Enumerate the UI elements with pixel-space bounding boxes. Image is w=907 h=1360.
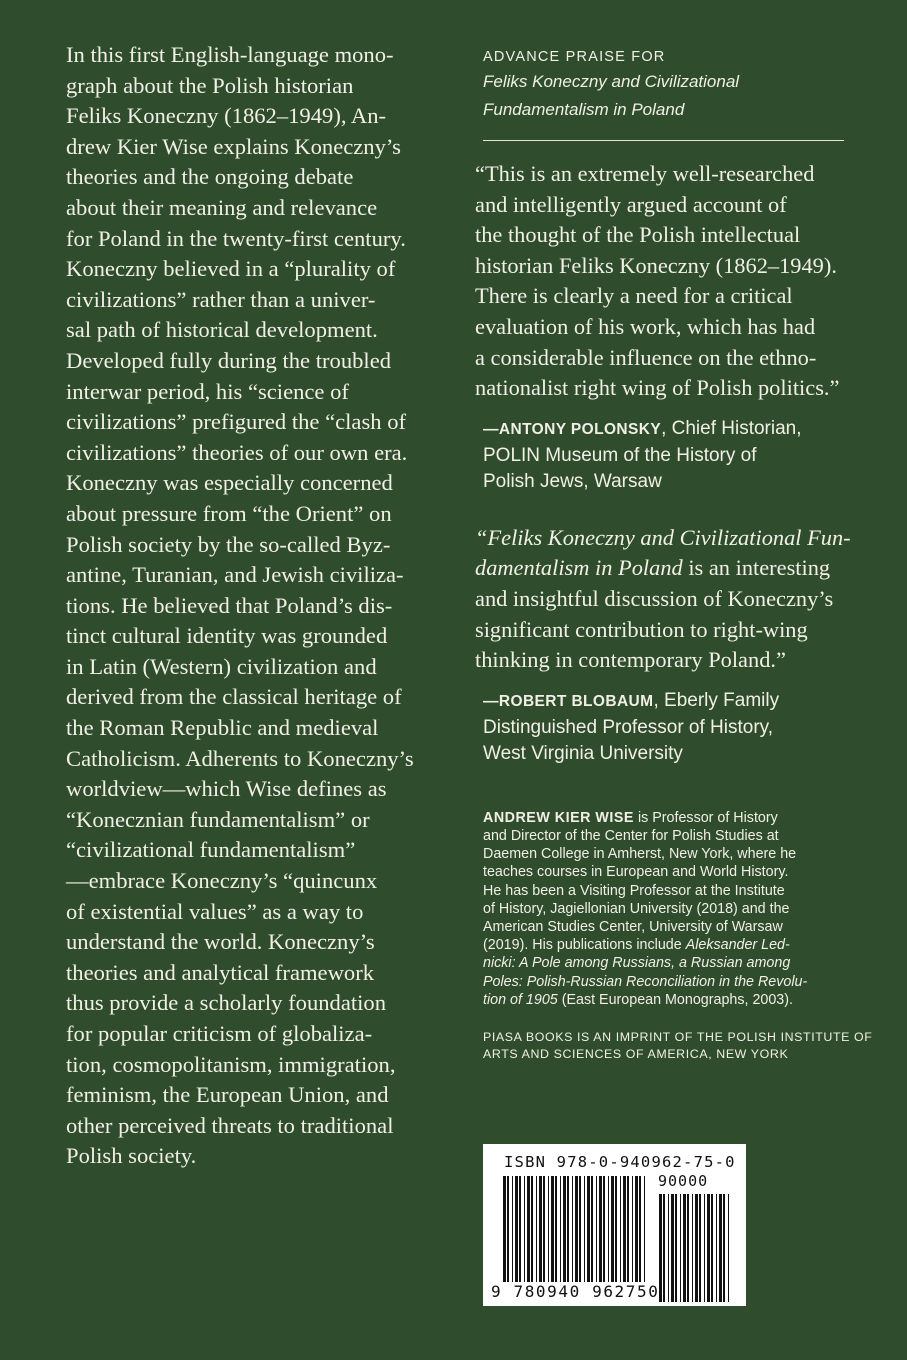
barcode-bar (519, 1176, 521, 1282)
praise-title-line: Fundamentalism in Poland (483, 100, 685, 119)
description-line: about their meaning and relevance (66, 194, 378, 220)
quote-line: the thought of the Polish intellectual (475, 222, 801, 248)
attribution-affiliation: Polish Jews, Warsaw (483, 470, 662, 492)
description-line: drew Kier Wise explains Koneczny’s (66, 133, 401, 159)
attribution-affiliation: Distinguished Professor of History, (483, 716, 774, 738)
description-line: in Latin (Western) civilization and (66, 653, 377, 679)
quote-line: a considerable influence on the ethno- (475, 344, 817, 370)
barcode-bar (515, 1176, 518, 1282)
description-line: for Poland in the twenty-first century. (66, 225, 406, 251)
barcode-bar (608, 1176, 609, 1282)
description-line: “Konecznian fundamentalism” or (66, 806, 370, 832)
barcode-bar (567, 1176, 569, 1282)
barcode-bar (704, 1194, 705, 1302)
barcode-bar (683, 1194, 686, 1302)
barcode-bar (527, 1176, 530, 1282)
description-line: In this first English-language mono- (66, 42, 394, 67)
description-line: Koneczny believed in a “plurality of (66, 256, 396, 282)
attribution-polonsky (483, 416, 883, 495)
barcode-bar (623, 1176, 626, 1282)
bio-line: of History, Jagiellonian University (2018) and the (483, 900, 790, 917)
bio-book-title: nicki: A Pole among Russians, a Russian among (483, 955, 791, 972)
bio-text: is Professor of History (633, 809, 778, 826)
barcode-bar (620, 1176, 621, 1282)
barcode-bar (524, 1176, 525, 1282)
publisher-imprint (483, 1029, 883, 1063)
description-line: tion, cosmopolitanism, immigration, (66, 1051, 396, 1077)
attribution-affiliation: , Chief Historian, (661, 417, 802, 439)
attribution-affiliation: West Virginia University (483, 742, 683, 764)
bio-book-title: Aleksander Led- (685, 937, 790, 954)
quote-line: nationalist right wing of Polish politics.” (475, 375, 840, 401)
quote-blobaum (475, 523, 883, 676)
barcode-bar (611, 1176, 614, 1282)
barcode-bar (707, 1194, 710, 1302)
barcode-bar (711, 1194, 713, 1302)
barcode-digits: 9 780940 962750 (491, 1282, 660, 1301)
imprint-line: ARTS AND SCIENCES OF AMERICA, NEW YORK (483, 1046, 789, 1061)
quote-polonsky (475, 159, 883, 404)
barcode-bar (531, 1176, 533, 1282)
description-line: Polish society by the so-called Byz- (66, 531, 391, 557)
barcode-bar (716, 1194, 717, 1302)
barcode-bar (675, 1194, 677, 1302)
description-line: understand the world. Koneczny’s (66, 929, 375, 955)
barcode-bar (543, 1176, 545, 1282)
description-line: interwar period, his “science of (66, 378, 349, 404)
barcode-bar (536, 1176, 537, 1282)
description-line: antine, Turanian, and Jewish civiliza- (66, 562, 404, 588)
barcode-bar (668, 1194, 669, 1302)
barcode-bar (587, 1176, 590, 1282)
attribution-affiliation: POLIN Museum of the History of (483, 444, 757, 466)
description-line: of existential values” as a way to (66, 898, 364, 924)
attribution-affiliation: , Eberly Family (653, 689, 780, 711)
quote-line: and intelligently argued account of (475, 191, 787, 217)
description-line: derived from the classical heritage of (66, 684, 402, 710)
bio-line: American Studies Center, University of Warsaw (483, 918, 783, 935)
barcode-bar (603, 1176, 605, 1282)
barcode-bar (692, 1194, 693, 1302)
barcode-bar (723, 1194, 725, 1302)
bio-text: (East European Monographs, 2003). (557, 991, 793, 1008)
price-code: 90000 (658, 1172, 709, 1190)
barcode-bar (563, 1176, 566, 1282)
book-description (66, 40, 444, 1172)
description-line: Developed fully during the troubled (66, 347, 392, 373)
barcode-bar (644, 1176, 645, 1282)
praise-heading: ADVANCE PRAISE FOR (483, 49, 666, 65)
description-line: sal path of historical development. (66, 317, 378, 343)
quote-line-italic: damentalism in Poland (475, 555, 683, 581)
barcode-bar (615, 1176, 617, 1282)
description-line: for popular criticism of globaliza- (66, 1021, 373, 1046)
description-line: tions. He believed that Poland’s dis- (66, 592, 393, 618)
quote-line: evaluation of his work, which has had (475, 313, 816, 339)
quote-line: and insightful discussion of Koneczny’s (475, 585, 834, 611)
isbn-label: ISBN 978-0-940962-75-0 (504, 1153, 736, 1171)
bio-line: and Director of the Center for Polish Studies at (483, 827, 779, 844)
description-line: Polish society. (66, 1143, 197, 1169)
description-line: tinct cultural identity was grounded (66, 623, 388, 649)
bio-line: Daemen College in Amherst, New York, where he (483, 846, 797, 863)
description-line: theories and analytical framework (66, 959, 375, 985)
quote-line: is an interesting (682, 555, 831, 581)
barcode-bar (699, 1194, 701, 1302)
quote-line: historian Feliks Koneczny (1862–1949). (475, 252, 837, 278)
author-bio (483, 809, 883, 1009)
barcode-bar (728, 1194, 729, 1302)
barcode-bar (663, 1194, 665, 1302)
barcode-bar (596, 1176, 597, 1282)
barcode-bar (548, 1176, 549, 1282)
right-column (475, 46, 883, 1063)
divider-rule (483, 140, 844, 141)
barcode-bar (599, 1176, 602, 1282)
barcode-bar (687, 1194, 689, 1302)
bio-book-title: tion of 1905 (483, 991, 558, 1008)
barcode-bar (671, 1194, 674, 1302)
description-line: “civilizational fundamentalism” (66, 837, 356, 863)
bio-book-title: Poles: Polish-Russian Reconciliation in the Revolu- (483, 973, 808, 990)
barcode-bar (555, 1176, 557, 1282)
description-line: about pressure from “the Orient” on (66, 500, 392, 526)
barcode-bar (539, 1176, 542, 1282)
description-line: graph about the Polish historian (66, 72, 354, 98)
description-line: the Roman Republic and medieval (66, 715, 379, 741)
quote-line: “This is an extremely well-researched (475, 161, 815, 186)
barcode-bar (719, 1194, 722, 1302)
quote-line: There is clearly a need for a critical (475, 283, 793, 309)
description-line: civilizations” rather than a univer- (66, 286, 376, 312)
bio-line: teaches courses in European and World History. (483, 864, 789, 881)
imprint-line: PIASA BOOKS IS AN IMPRINT OF THE POLISH INSTITUTE OF (483, 1029, 873, 1044)
barcode-bar (591, 1176, 593, 1282)
quote-line: thinking in contemporary Poland.” (475, 647, 786, 673)
description-line: worldview—which Wise defines as (66, 776, 387, 802)
attribution-blobaum (483, 688, 883, 767)
description-line: other perceived threats to traditional (66, 1112, 394, 1138)
quote-line: significant contribution to right-wing (475, 616, 808, 642)
barcode-bar (551, 1176, 554, 1282)
description-line: feminism, the European Union, and (66, 1082, 389, 1108)
barcode-bar (512, 1176, 513, 1282)
description-line: thus provide a scholarly foundation (66, 990, 387, 1016)
praise-title-line: Feliks Koneczny and Civilizational (483, 72, 740, 91)
barcode-bar (635, 1176, 638, 1282)
barcode-bar (680, 1194, 681, 1302)
attribution-name: —ANTONY POLONSKY (483, 420, 662, 438)
barcode-bar (627, 1176, 629, 1282)
barcode-bar (584, 1176, 585, 1282)
quote-line: “Feliks Koneczny and Civilizational Fun- (475, 524, 851, 550)
bio-text: (2019). His publications include (483, 937, 686, 954)
barcode-bar (579, 1176, 581, 1282)
barcode-bar (695, 1194, 698, 1302)
barcode-bar (560, 1176, 561, 1282)
description-line: —embrace Koneczny’s “quincunx (66, 868, 378, 894)
barcode-bar (572, 1176, 573, 1282)
description-line: civilizations” prefigured the “clash of (66, 409, 407, 435)
bio-line: He has been a Visiting Professor at the Institute (483, 882, 785, 899)
description-line: civilizations” theories of our own era. (66, 439, 408, 465)
description-line: theories and the ongoing debate (66, 164, 354, 190)
description-line: Feliks Koneczny (1862–1949), An- (66, 103, 387, 129)
barcode-bar (503, 1176, 506, 1282)
praise-book-title (483, 68, 883, 124)
barcode-bar (575, 1176, 578, 1282)
attribution-name: —ROBERT BLOBAUM (483, 692, 654, 710)
author-name: ANDREW KIER WISE (483, 809, 634, 826)
barcode-bar (639, 1176, 641, 1282)
barcode-bar (507, 1176, 509, 1282)
isbn-barcode (483, 1144, 746, 1306)
barcode-bar (632, 1176, 633, 1282)
description-line: Koneczny was especially concerned (66, 470, 393, 496)
description-line: Catholicism. Adherents to Koneczny’s (66, 745, 414, 771)
